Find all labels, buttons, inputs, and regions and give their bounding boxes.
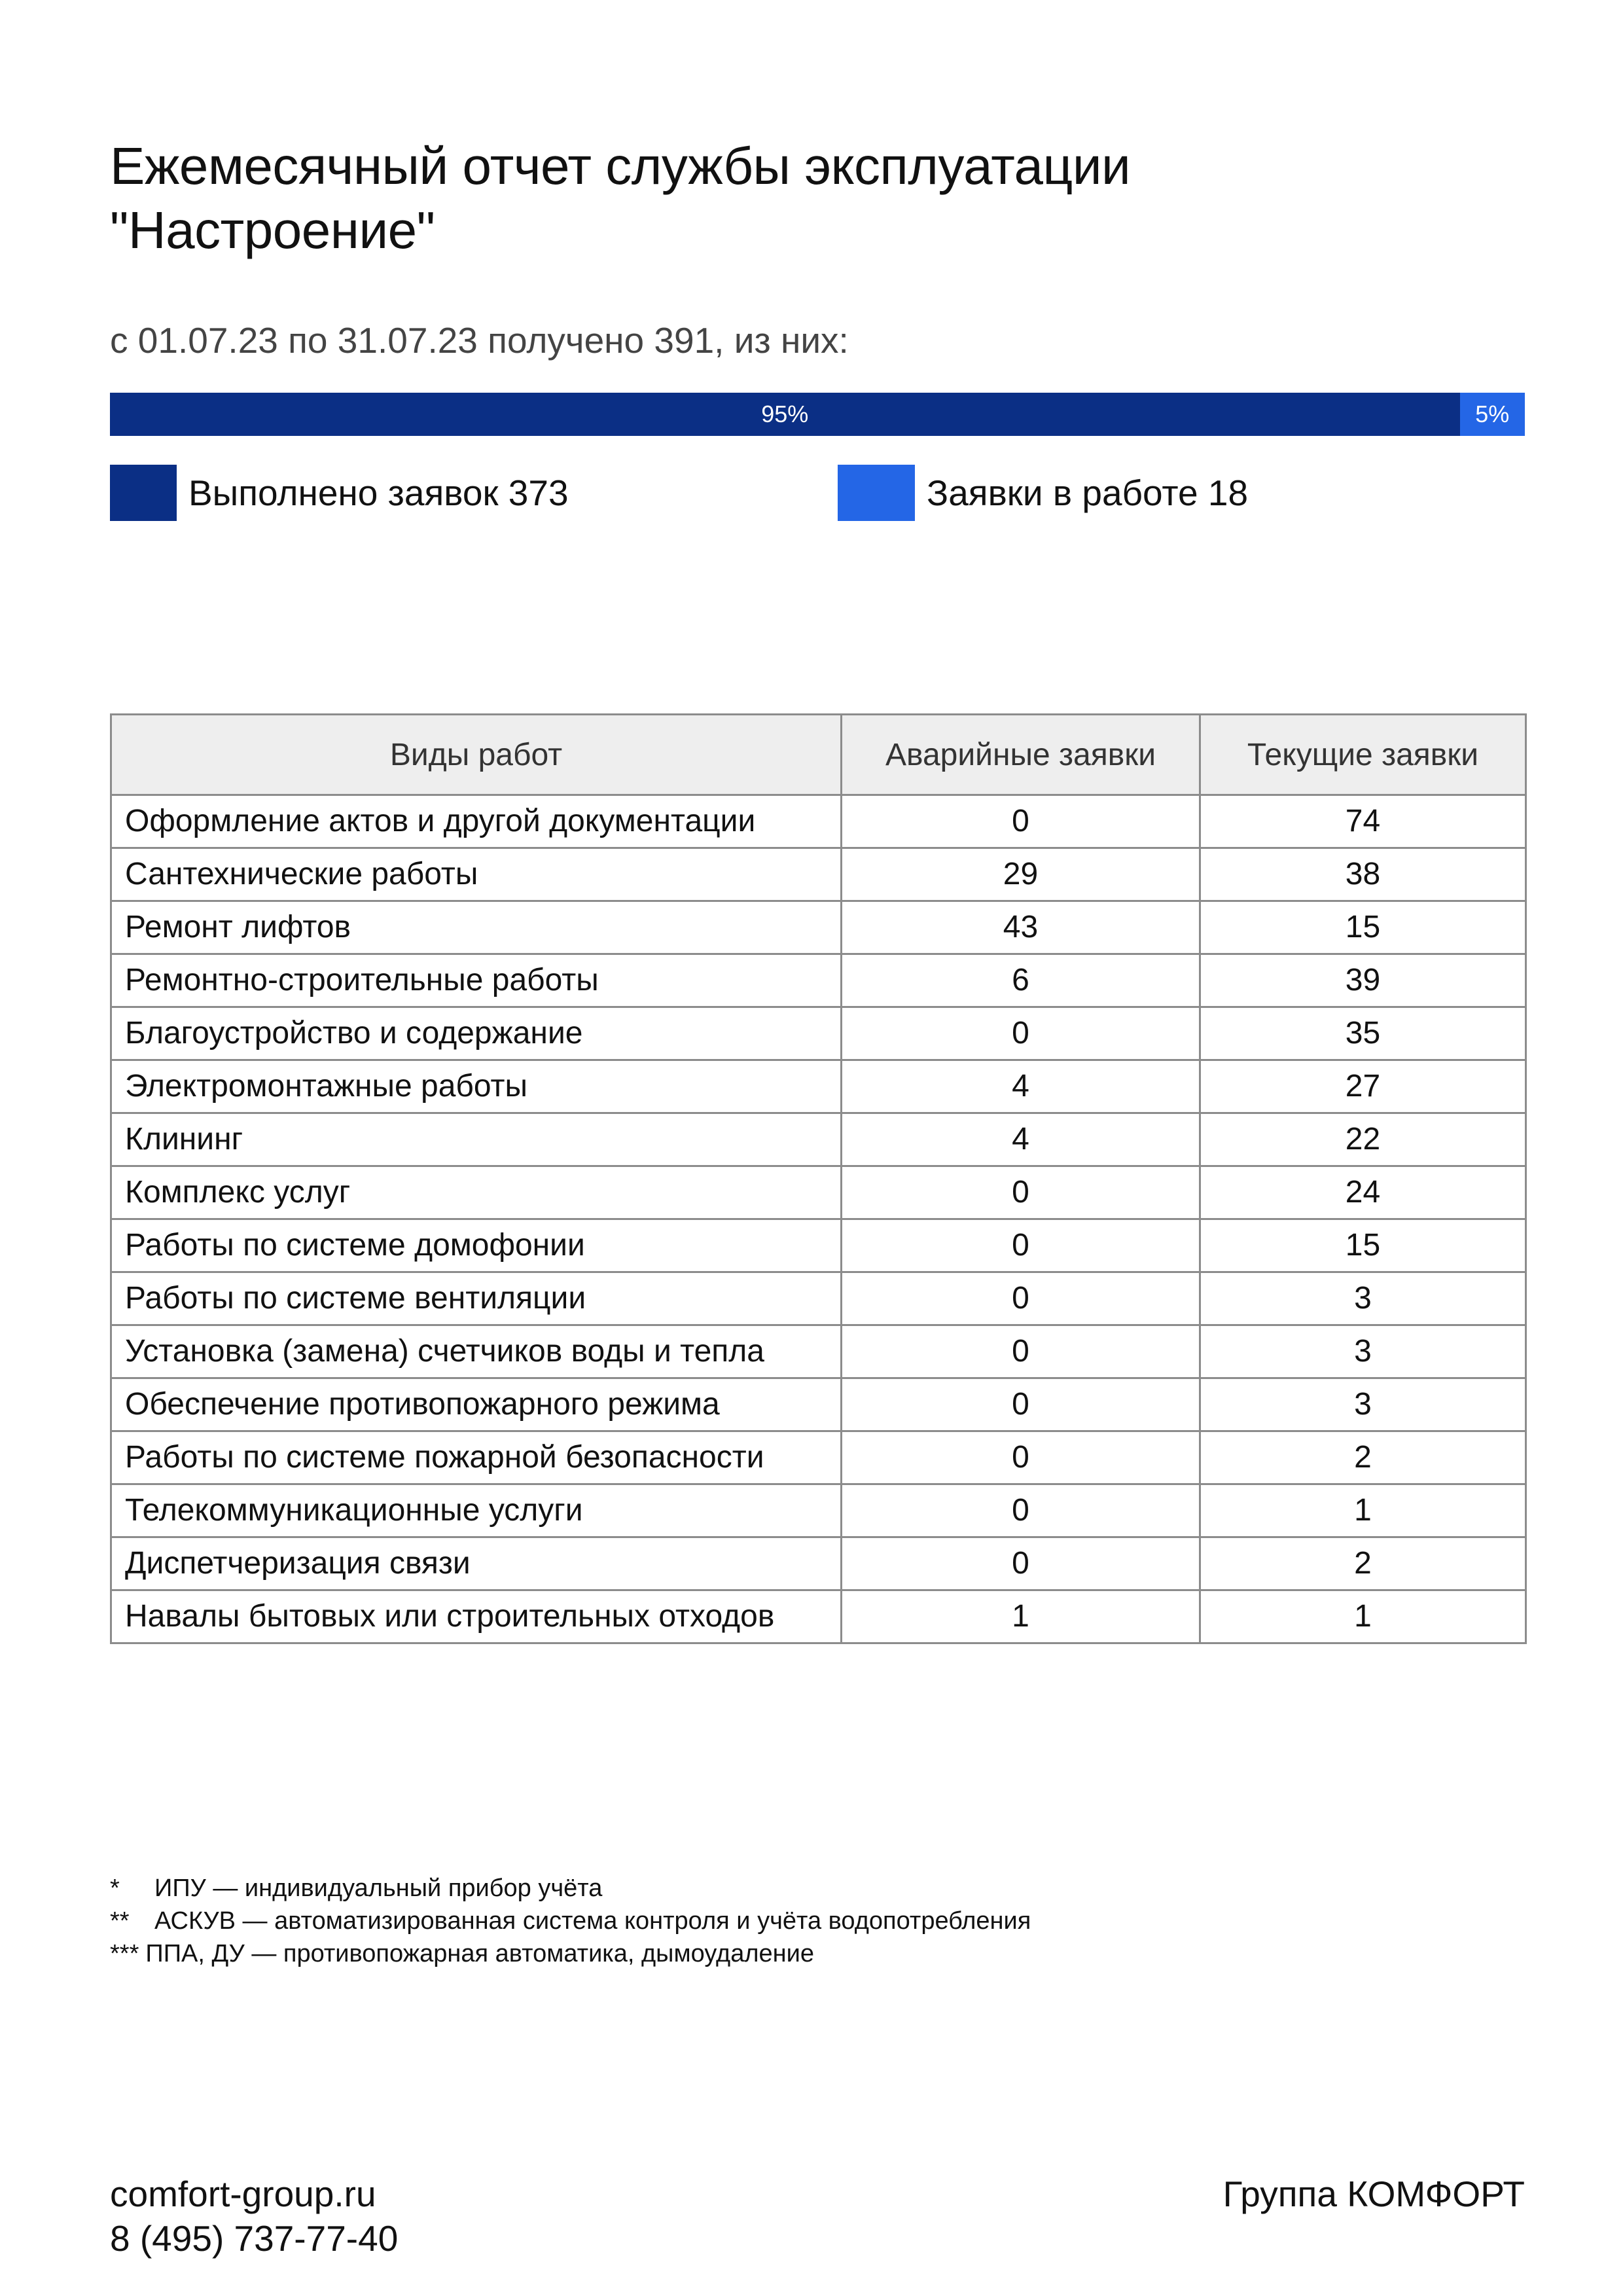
table-row [111, 954, 1526, 1007]
work-type-cell: Телекоммуникационные услуги [111, 1484, 842, 1537]
work-type-cell: Обеспечение противопожарного режима [111, 1378, 842, 1431]
current-count-cell: 39 [1200, 954, 1526, 1007]
current-count-cell: 27 [1200, 1060, 1526, 1113]
footnotes [110, 1872, 1031, 1970]
work-type-cell: Ремонт лифтов [111, 901, 842, 954]
legend-item-done [110, 463, 569, 522]
work-type-cell: Диспетчеризация связи [111, 1537, 842, 1590]
work-type-cell: Ремонтно-строительные работы [111, 954, 842, 1007]
progress-done-label: 95% [761, 401, 809, 427]
table-row [111, 901, 1526, 954]
current-count-cell: 2 [1200, 1431, 1526, 1484]
footnote-mark: ** [110, 1907, 130, 1935]
table-row [111, 1484, 1526, 1537]
work-type-cell: Комплекс услуг [111, 1166, 842, 1219]
table-row [111, 1113, 1526, 1166]
footnote-mark: *** [110, 1940, 139, 1967]
emergency-count-cell: 0 [842, 1272, 1200, 1325]
legend-label-open: Заявки в работе 18 [927, 473, 1249, 513]
table-row [111, 1431, 1526, 1484]
emergency-count-cell: 6 [842, 954, 1200, 1007]
legend-swatch-open [838, 465, 915, 521]
footnote-text: ППА, ДУ — противопожарная автоматика, дымоудаление [145, 1940, 815, 1967]
table-row [111, 1272, 1526, 1325]
work-type-cell: Сантехнические работы [111, 848, 842, 901]
work-type-cell: Установка (замена) счетчиков воды и тепла [111, 1325, 842, 1378]
period-summary: с 01.07.23 по 31.07.23 получено 391, из них: [110, 320, 849, 361]
table-row [111, 1590, 1526, 1643]
table-row [111, 1378, 1526, 1431]
progress-open-label: 5% [1475, 401, 1510, 427]
page-title [110, 134, 1517, 262]
phone-number[interactable]: 8 (495) 737-77-40 [110, 2218, 399, 2259]
current-count-cell: 3 [1200, 1378, 1526, 1431]
table-row [111, 1219, 1526, 1272]
emergency-count-cell: 43 [842, 901, 1200, 954]
table-header-row [111, 715, 1526, 795]
current-count-cell: 38 [1200, 848, 1526, 901]
emergency-count-cell: 0 [842, 795, 1200, 848]
work-type-cell: Работы по системе домофонии [111, 1219, 842, 1272]
legend-swatch-done [110, 465, 177, 521]
website-link[interactable]: comfort-group.ru [110, 2174, 376, 2214]
footnote [110, 1905, 1031, 1937]
table-row [111, 795, 1526, 848]
header-work-type: Виды работ [111, 715, 842, 795]
work-type-cell: Оформление актов и другой документации [111, 795, 842, 848]
emergency-count-cell: 1 [842, 1590, 1200, 1643]
footnote [110, 1937, 1031, 1970]
works-table [110, 713, 1527, 1644]
current-count-cell: 3 [1200, 1272, 1526, 1325]
current-count-cell: 74 [1200, 795, 1526, 848]
current-count-cell: 1 [1200, 1484, 1526, 1537]
emergency-count-cell: 29 [842, 848, 1200, 901]
emergency-count-cell: 0 [842, 1537, 1200, 1590]
work-type-cell: Электромонтажные работы [111, 1060, 842, 1113]
work-type-cell: Клининг [111, 1113, 842, 1166]
emergency-count-cell: 0 [842, 1431, 1200, 1484]
emergency-count-cell: 4 [842, 1060, 1200, 1113]
footnote-text: АСКУВ — автоматизированная система контроля и учёта водопотребления [154, 1907, 1031, 1935]
contacts [110, 2172, 398, 2261]
work-type-cell: Благоустройство и содержание [111, 1007, 842, 1060]
legend-label-done: Выполнено заявок 373 [188, 473, 569, 513]
legend-item-open [838, 463, 1248, 522]
current-count-cell: 35 [1200, 1007, 1526, 1060]
progress-done-segment [110, 393, 1460, 436]
legend [110, 463, 1525, 522]
work-type-cell: Работы по системе пожарной безопасности [111, 1431, 842, 1484]
table-row [111, 1537, 1526, 1590]
emergency-count-cell: 0 [842, 1484, 1200, 1537]
table-row [111, 848, 1526, 901]
header-emergency: Аварийные заявки [842, 715, 1200, 795]
emergency-count-cell: 0 [842, 1007, 1200, 1060]
emergency-count-cell: 0 [842, 1325, 1200, 1378]
brand-name: Группа КОМФОРТ [1222, 2174, 1525, 2214]
title-line-1: Ежемесячный отчет службы эксплуатации [110, 137, 1131, 195]
current-count-cell: 24 [1200, 1166, 1526, 1219]
current-count-cell: 1 [1200, 1590, 1526, 1643]
header-current: Текущие заявки [1200, 715, 1526, 795]
requests-progress-bar [110, 393, 1525, 436]
progress-open-segment [1460, 393, 1525, 436]
table-body [111, 795, 1526, 1643]
footnote [110, 1872, 1031, 1905]
work-type-cell: Работы по системе вентиляции [111, 1272, 842, 1325]
footnote-mark: * [110, 1874, 120, 1902]
emergency-count-cell: 4 [842, 1113, 1200, 1166]
current-count-cell: 15 [1200, 901, 1526, 954]
title-line-2: "Настроение" [110, 201, 435, 259]
emergency-count-cell: 0 [842, 1166, 1200, 1219]
table-row [111, 1166, 1526, 1219]
table-row [111, 1007, 1526, 1060]
current-count-cell: 15 [1200, 1219, 1526, 1272]
current-count-cell: 2 [1200, 1537, 1526, 1590]
emergency-count-cell: 0 [842, 1378, 1200, 1431]
emergency-count-cell: 0 [842, 1219, 1200, 1272]
work-type-cell: Навалы бытовых или строительных отходов [111, 1590, 842, 1643]
table-row [111, 1325, 1526, 1378]
table-row [111, 1060, 1526, 1113]
footnote-text: ИПУ — индивидуальный прибор учёта [154, 1874, 603, 1902]
current-count-cell: 22 [1200, 1113, 1526, 1166]
current-count-cell: 3 [1200, 1325, 1526, 1378]
